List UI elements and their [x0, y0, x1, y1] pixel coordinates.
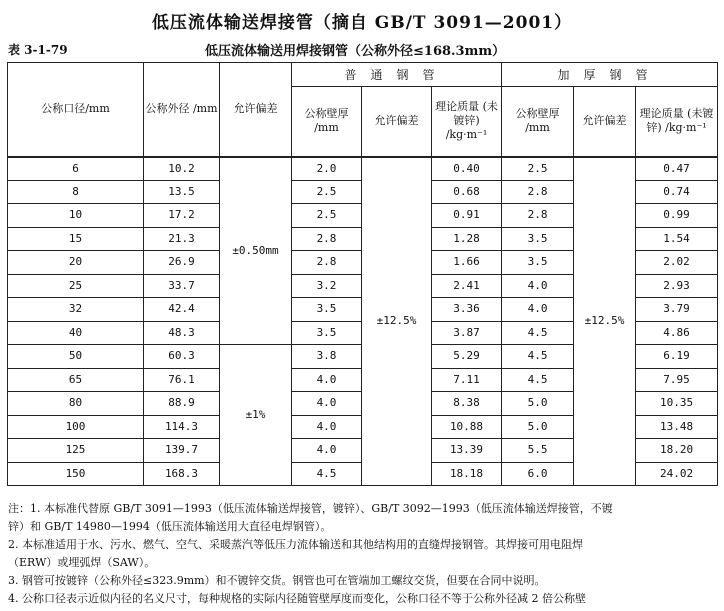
- cell-normal-mass: 0.40: [432, 157, 502, 181]
- cell-dn: 20: [8, 251, 144, 275]
- cell-normal-mass: 18.18: [432, 462, 502, 486]
- cell-normal-wall: 4.5: [292, 462, 362, 486]
- cell-dn: 32: [8, 298, 144, 322]
- cell-od: 10.2: [144, 157, 220, 181]
- header-normal-mass: 理论质量 (未镀锌) /kg·m⁻¹: [432, 87, 502, 157]
- header-od-tolerance: 允许偏差: [220, 63, 292, 157]
- table-caption: 低压流体输送用焊接钢管（公称外径≤168.3mm）: [205, 44, 506, 59]
- cell-dn: 6: [8, 157, 144, 181]
- cell-normal-mass: 7.11: [432, 368, 502, 392]
- cell-dn: 65: [8, 368, 144, 392]
- cell-thick-wall: 4.5: [502, 368, 574, 392]
- table-notes: [8, 500, 716, 608]
- cell-normal-mass: 3.87: [432, 321, 502, 345]
- cell-od: 26.9: [144, 251, 220, 275]
- cell-thick-mass: 1.54: [636, 227, 718, 251]
- cell-od: 114.3: [144, 415, 220, 439]
- header-thick-mass: 理论质量 (未镀锌) /kg·m⁻¹: [636, 87, 718, 157]
- cell-normal-wall: 3.5: [292, 321, 362, 345]
- note-line: 4. 公称口径表示近似内径的名义尺寸，每种规格的实际内径随管壁厚度而变化，公称口径不等于公称外径减 2 倍公称壁: [8, 592, 586, 605]
- cell-thick-wall: 5.0: [502, 392, 574, 416]
- cell-od: 33.7: [144, 274, 220, 298]
- cell-thick-wall: 4.5: [502, 345, 574, 369]
- cell-od: 48.3: [144, 321, 220, 345]
- cell-thick-wall: 2.8: [502, 204, 574, 228]
- cell-dn: 15: [8, 227, 144, 251]
- cell-thick-mass: 0.74: [636, 180, 718, 204]
- cell-dn: 125: [8, 439, 144, 463]
- cell-thick-mass: 13.48: [636, 415, 718, 439]
- cell-dn: 40: [8, 321, 144, 345]
- cell-thick-mass: 0.47: [636, 157, 718, 181]
- cell-thick-wall: 5.0: [502, 415, 574, 439]
- cell-normal-mass: 10.88: [432, 415, 502, 439]
- cell-thick-wall: 3.5: [502, 251, 574, 275]
- cell-od: 42.4: [144, 298, 220, 322]
- cell-od: 21.3: [144, 227, 220, 251]
- cell-od-tolerance-small: ±0.50mm: [220, 157, 292, 345]
- note-line: （ERW）或埋弧焊（SAW）。: [8, 556, 156, 569]
- header-group-thick: 加厚钢管: [502, 63, 718, 87]
- note-line: 注：1. 本标准代替原 GB/T 3091—1993（低压流体输送焊接管，镀锌）、GB/T 3092—1993（低压流体输送焊接管，不镀: [8, 502, 613, 515]
- note-line: 3. 钢管可按镀锌（公称外径≤323.9mm）和不镀锌交货。钢管也可在管端加工螺纹交货，但要在合同中说明。: [8, 574, 546, 587]
- header-group-normal: 普通钢管: [292, 63, 502, 87]
- cell-dn: 150: [8, 462, 144, 486]
- cell-thick-wall: 4.5: [502, 321, 574, 345]
- cell-normal-wall: 2.8: [292, 251, 362, 275]
- cell-normal-mass: 1.28: [432, 227, 502, 251]
- cell-od: 88.9: [144, 392, 220, 416]
- cell-normal-mass: 8.38: [432, 392, 502, 416]
- cell-dn: 10: [8, 204, 144, 228]
- cell-thick-wall: 6.0: [502, 462, 574, 486]
- table-row: [8, 157, 718, 181]
- cell-normal-wall: 3.5: [292, 298, 362, 322]
- cell-normal-mass: 3.36: [432, 298, 502, 322]
- cell-thick-mass: 7.95: [636, 368, 718, 392]
- cell-thick-mass: 24.02: [636, 462, 718, 486]
- cell-normal-wall: 4.0: [292, 439, 362, 463]
- cell-dn: 100: [8, 415, 144, 439]
- cell-od: 17.2: [144, 204, 220, 228]
- cell-normal-wall: 4.0: [292, 415, 362, 439]
- cell-normal-mass: 0.68: [432, 180, 502, 204]
- page-title: 低压流体输送焊接管（摘自 GB/T 3091—2001）: [151, 13, 573, 33]
- cell-od: 168.3: [144, 462, 220, 486]
- cell-thick-mass: 2.93: [636, 274, 718, 298]
- cell-dn: 25: [8, 274, 144, 298]
- cell-od: 13.5: [144, 180, 220, 204]
- cell-normal-wall: 2.0: [292, 157, 362, 181]
- note-line: 锌）和 GB/T 14980—1994（低压流体输送用大直径电焊钢管）。: [8, 520, 332, 533]
- note-line: 2. 本标准适用于水、污水、燃气、空气、采暖蒸汽等低压力流体输送和其他结构用的直缝焊接钢管。其焊接可用电阻焊: [8, 538, 583, 551]
- header-thick-wall-tolerance: 允许偏差: [574, 87, 636, 157]
- cell-thick-mass: 4.86: [636, 321, 718, 345]
- cell-normal-wall: 4.0: [292, 392, 362, 416]
- cell-thick-wall: 2.8: [502, 180, 574, 204]
- cell-thick-mass: 10.35: [636, 392, 718, 416]
- header-nominal-size: 公称口径/mm: [8, 63, 144, 157]
- cell-normal-mass: 0.91: [432, 204, 502, 228]
- cell-normal-wall: 4.0: [292, 368, 362, 392]
- header-thick-wall: 公称壁厚 /mm: [502, 87, 574, 157]
- cell-dn: 80: [8, 392, 144, 416]
- pipe-spec-table: [7, 62, 718, 486]
- table-number: 表 3-1-79: [8, 43, 68, 57]
- cell-thick-wall: 5.5: [502, 439, 574, 463]
- cell-thick-mass: 18.20: [636, 439, 718, 463]
- cell-normal-mass: 13.39: [432, 439, 502, 463]
- cell-od: 76.1: [144, 368, 220, 392]
- cell-normal-mass: 5.29: [432, 345, 502, 369]
- cell-normal-wall: 3.2: [292, 274, 362, 298]
- cell-normal-wall-tolerance: ±12.5%: [362, 157, 432, 486]
- header-normal-wall: 公称壁厚 /mm: [292, 87, 362, 157]
- cell-dn: 8: [8, 180, 144, 204]
- cell-thick-wall: 4.0: [502, 274, 574, 298]
- cell-thick-wall: 4.0: [502, 298, 574, 322]
- cell-thick-mass: 2.02: [636, 251, 718, 275]
- cell-od: 60.3: [144, 345, 220, 369]
- cell-od: 139.7: [144, 439, 220, 463]
- cell-thick-wall: 3.5: [502, 227, 574, 251]
- header-outer-diameter: 公称外径 /mm: [144, 63, 220, 157]
- cell-normal-wall: 2.5: [292, 204, 362, 228]
- cell-dn: 50: [8, 345, 144, 369]
- cell-normal-wall: 2.5: [292, 180, 362, 204]
- cell-thick-wall-tolerance: ±12.5%: [574, 157, 636, 486]
- cell-thick-mass: 3.79: [636, 298, 718, 322]
- cell-thick-mass: 0.99: [636, 204, 718, 228]
- cell-od-tolerance-large: ±1%: [220, 345, 292, 486]
- cell-thick-wall: 2.5: [502, 157, 574, 181]
- cell-normal-wall: 3.8: [292, 345, 362, 369]
- cell-normal-mass: 2.41: [432, 274, 502, 298]
- header-normal-wall-tolerance: 允许偏差: [362, 87, 432, 157]
- cell-normal-mass: 1.66: [432, 251, 502, 275]
- cell-thick-mass: 6.19: [636, 345, 718, 369]
- cell-normal-wall: 2.8: [292, 227, 362, 251]
